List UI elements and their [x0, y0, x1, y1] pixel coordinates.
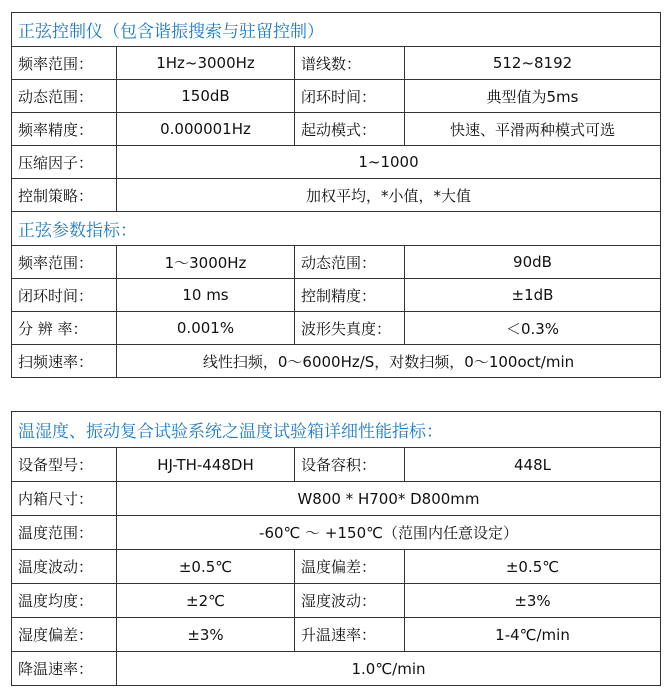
param-sweep-label: 扫频速率： — [12, 345, 117, 378]
compression-label: 压缩因子： — [12, 146, 117, 179]
sine-controller-table — [11, 12, 661, 378]
param-resolution-value: 0.001% — [117, 312, 295, 345]
table-row — [12, 584, 661, 618]
loop-time-label: 闭环时间： — [295, 80, 405, 113]
inner-size-value: W800 * H700* D800mm — [117, 482, 661, 516]
strategy-label: 控制策略： — [12, 179, 117, 212]
temp-fluct-value: ±0.5℃ — [117, 550, 295, 584]
param-distortion-label: 波形失真度： — [295, 312, 405, 345]
param-dyn-range-label: 动态范围： — [295, 246, 405, 279]
table-row — [12, 482, 661, 516]
sine-params-title: 正弦参数指标： — [12, 212, 661, 246]
dyn-range-label: 动态范围： — [12, 80, 117, 113]
humid-fluct-label: 湿度波动： — [295, 584, 405, 618]
param-dyn-range-value: 90dB — [405, 246, 661, 279]
chamber-title: 温湿度、振动复合试验系统之温度试验箱详细性能指标： — [12, 412, 661, 448]
spectral-lines-value: 512~8192 — [405, 47, 661, 80]
temp-unif-label: 温度均度： — [12, 584, 117, 618]
param-sweep-value: 线性扫频，0～6000Hz/S，对数扫频，0～100oct/min — [117, 345, 661, 378]
param-distortion-value: ＜0.3% — [405, 312, 661, 345]
param-ctrl-acc-value: ±1dB — [405, 279, 661, 312]
start-mode-label: 起动模式： — [295, 113, 405, 146]
temp-dev-label: 温度偏差： — [295, 550, 405, 584]
humid-fluct-value: ±3% — [405, 584, 661, 618]
humid-dev-label: 湿度偏差： — [12, 618, 117, 652]
param-loop-time-label: 闭环时间： — [12, 279, 117, 312]
capacity-value: 448L — [405, 448, 661, 482]
strategy-value: 加权平均，*小值，*大值 — [117, 179, 661, 212]
capacity-label: 设备容积： — [295, 448, 405, 482]
temp-range-value: -60℃ ～ +150℃（范围内任意设定） — [117, 516, 661, 550]
cool-rate-label: 降温速率： — [12, 652, 117, 686]
sine-controller-title: 正弦控制仪（包含谐振搜索与驻留控制） — [12, 13, 661, 47]
table-row — [12, 146, 661, 179]
table-row — [12, 345, 661, 378]
freq-range-value: 1Hz~3000Hz — [117, 47, 295, 80]
humid-dev-value: ±3% — [117, 618, 295, 652]
loop-time-value: 典型值为5ms — [405, 80, 661, 113]
table-row — [12, 412, 661, 448]
freq-accuracy-value: 0.000001Hz — [117, 113, 295, 146]
freq-accuracy-label: 频率精度： — [12, 113, 117, 146]
temp-range-label: 温度范围： — [12, 516, 117, 550]
table-row — [12, 113, 661, 146]
temp-fluct-label: 温度波动： — [12, 550, 117, 584]
heat-rate-value: 1-4℃/min — [405, 618, 661, 652]
table-row — [12, 550, 661, 584]
start-mode-value: 快速、平滑两种模式可选 — [405, 113, 661, 146]
model-label: 设备型号： — [12, 448, 117, 482]
table-row — [12, 13, 661, 47]
model-value: HJ-TH-448DH — [117, 448, 295, 482]
heat-rate-label: 升温速率： — [295, 618, 405, 652]
compression-value: 1~1000 — [117, 146, 661, 179]
param-ctrl-acc-label: 控制精度： — [295, 279, 405, 312]
table-row — [12, 448, 661, 482]
table-row — [12, 246, 661, 279]
spectral-lines-label: 谱线数： — [295, 47, 405, 80]
table-row — [12, 312, 661, 345]
table-row — [12, 80, 661, 113]
table-row — [12, 212, 661, 246]
param-freq-range-value: 1～3000Hz — [117, 246, 295, 279]
table-row — [12, 652, 661, 686]
param-freq-range-label: 频率范围： — [12, 246, 117, 279]
table-row — [12, 179, 661, 212]
temp-dev-value: ±0.5℃ — [405, 550, 661, 584]
freq-range-label: 频率范围： — [12, 47, 117, 80]
dyn-range-value: 150dB — [117, 80, 295, 113]
chamber-spec-table — [11, 411, 661, 686]
param-loop-time-value: 10 ms — [117, 279, 295, 312]
inner-size-label: 内箱尺寸： — [12, 482, 117, 516]
table-row — [12, 47, 661, 80]
table-row — [12, 279, 661, 312]
cool-rate-value: 1.0℃/min — [117, 652, 661, 686]
table-row — [12, 516, 661, 550]
param-resolution-label: 分 辨 率： — [12, 312, 117, 345]
table-row — [12, 618, 661, 652]
temp-unif-value: ±2℃ — [117, 584, 295, 618]
